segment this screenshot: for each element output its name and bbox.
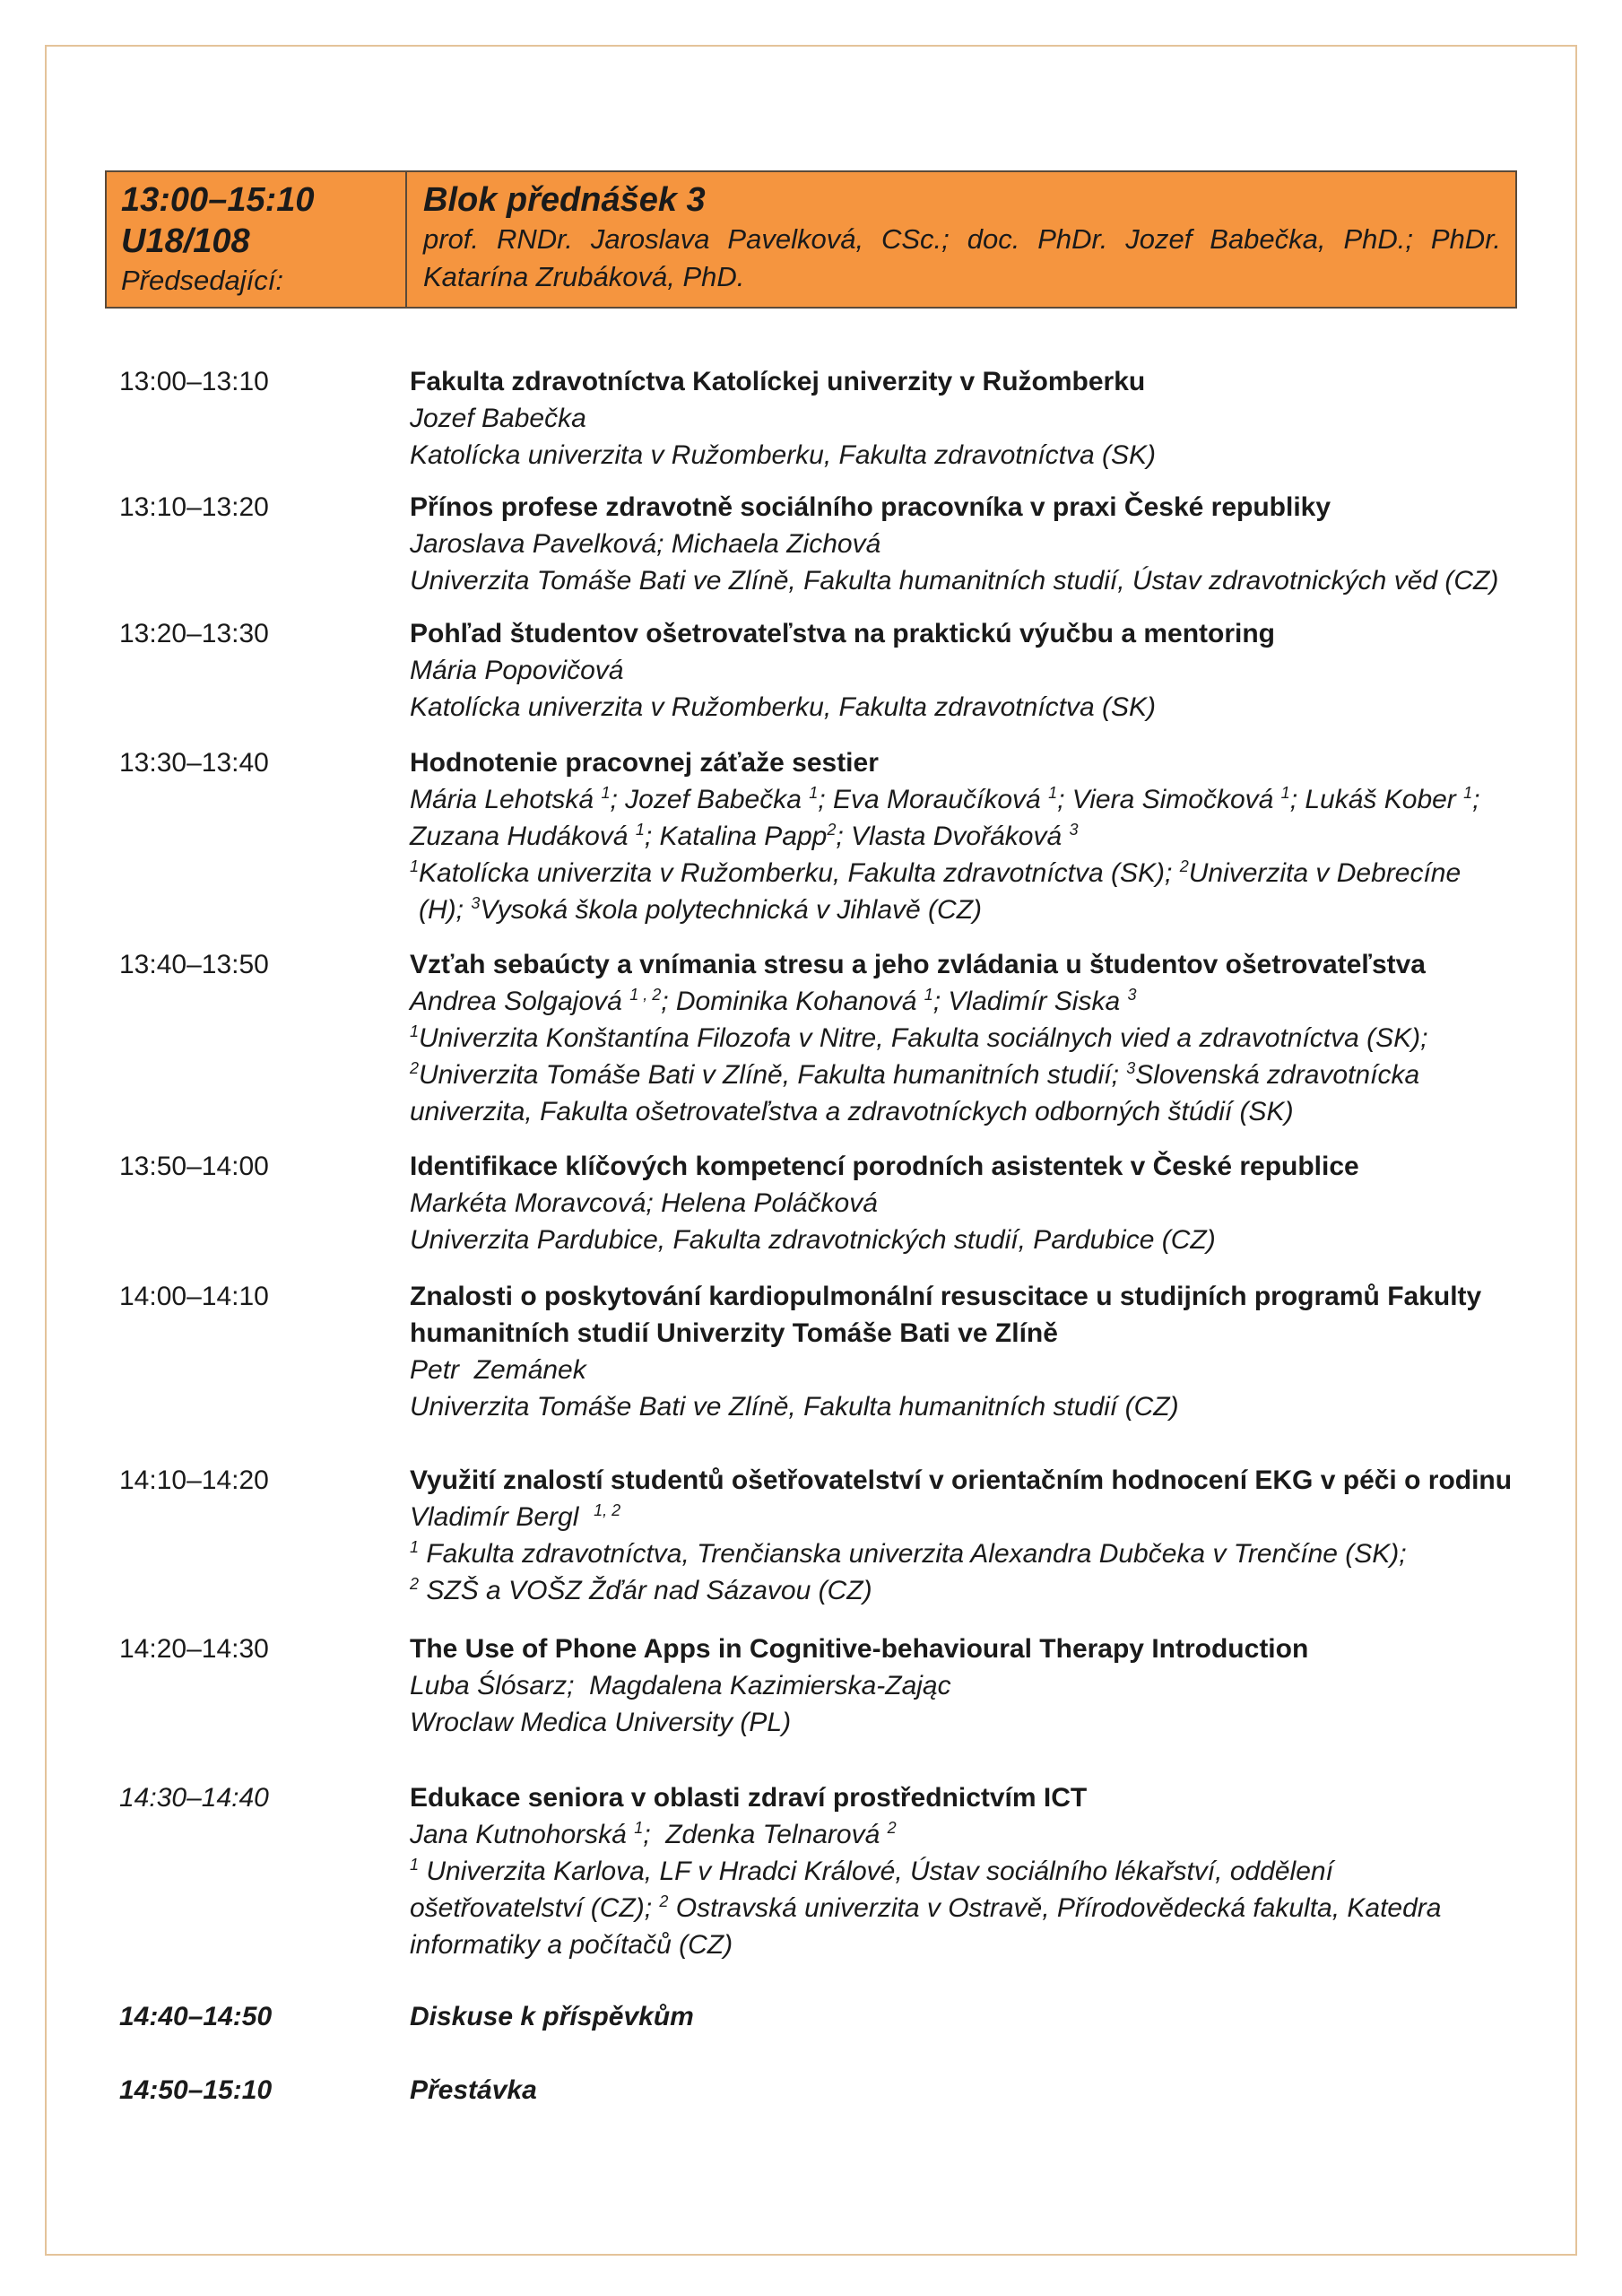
program-entry <box>119 1631 1518 1741</box>
session-title: Blok přednášek 3 <box>423 181 706 219</box>
entry-affiliation: Univerzita Tomáše Bati ve Zlíně, Fakulta humanitních studií (CZ) <box>410 1392 1179 1422</box>
entry-title: Fakulta zdravotníctva Katolíckej univerzity v Ružomberku <box>410 367 1146 396</box>
author: Vladimír Siska <box>948 987 1121 1016</box>
entry-title: Přínos profese zdravotně sociálního pracovníka v praxi České republiky <box>410 492 1331 522</box>
author: Viera Simočková <box>1071 785 1274 814</box>
entry-authors: Andrea Solgajová $^{1 , 2}$; Dominika Kohanová $^1$; Vladimír Siska $^3$ <box>410 986 1137 1016</box>
program-entry <box>119 615 1518 726</box>
entry-body <box>410 1779 1518 1963</box>
entry-time: 13:40–13:50 <box>119 950 269 979</box>
session-header <box>105 170 1517 309</box>
entry-authors: Mária Lehotská $^1$; Jozef Babečka $^1$; Eva Moraučíková $^1$; Viera Simočková $^1$; Lukáš Kober $^1$; Zuzana Hudáková $^1$; Katalina Papp$^2$; Vlasta Dvořáková $^3$ <box>410 784 1480 851</box>
entry-title: Hodnotenie pracovnej záťaže sestier <box>410 748 879 778</box>
entry-authors: Petr Zemánek <box>410 1355 586 1385</box>
entry-time: 13:10–13:20 <box>119 492 269 522</box>
entry-time: 13:30–13:40 <box>119 748 269 778</box>
entry-body <box>410 363 1518 474</box>
entry-authors: Mária Popovičová <box>410 656 624 685</box>
entry-time: 14:00–14:10 <box>119 1282 269 1311</box>
session-meta <box>107 172 407 307</box>
entry-title: Využití znalostí studentů ošetřovatelství v orientačním hodnocení EKG v péči o rodinu <box>410 1465 1513 1495</box>
author: Vlasta Dvořáková <box>851 822 1063 851</box>
entry-authors: Luba Ślósarz; Magdalena Kazimierska-Zając <box>410 1671 951 1700</box>
author: Dominika Kohanová <box>675 987 917 1016</box>
entry-title: The Use of Phone Apps in Cognitive-behavioural Therapy Introduction <box>410 1634 1309 1664</box>
program-entry <box>119 946 1518 1130</box>
program-entry <box>119 744 1518 928</box>
entry-body <box>410 1631 1518 1741</box>
entry-affiliation: $^1$ Fakulta zdravotníctva, Trenčianska univerzita Alexandra Dubčeka v Trenčíne (SK); $^2$ SZŠ a VOŠZ Žďár nad Sázavou (CZ) <box>410 1538 1407 1605</box>
entry-affiliation: $^1$Katolícka univerzita v Ružomberku, Fakulta zdravotníctva (SK); $^2$Univerzita v Debrecíne (H); $^3$Vysoká škola polytechnická v Jihlavě (CZ) <box>410 857 1462 925</box>
program-entry <box>119 1998 1518 2035</box>
session-info <box>407 172 1515 307</box>
author: Zdenka Telnarová <box>665 1820 880 1849</box>
entry-affiliation: Katolícka univerzita v Ružomberku, Fakulta zdravotníctva (SK) <box>410 440 1157 470</box>
entry-body <box>410 744 1518 928</box>
author: Zuzana Hudáková <box>410 822 629 851</box>
entry-title: Diskuse k příspěvkům <box>410 2002 694 2031</box>
entry-time: 13:00–13:10 <box>119 367 269 396</box>
entry-time: 14:40–14:50 <box>119 2002 273 2031</box>
entry-body <box>410 2072 1518 2109</box>
entry-body <box>410 1278 1518 1425</box>
entry-authors: Jozef Babečka <box>410 404 586 433</box>
author: Jozef Babečka <box>625 785 802 814</box>
entry-title-cont: humanitních studií Univerzity Tomáše Bati ve Zlíně <box>410 1318 1058 1348</box>
program-entry <box>119 2072 1518 2109</box>
author: Eva Moraučíková <box>832 785 1041 814</box>
entry-authors: Jana Kutnohorská $^1$; Zdenka Telnarová $^2$ <box>410 1819 897 1849</box>
entry-affiliation: Wroclaw Medica University (PL) <box>410 1708 792 1737</box>
entry-time: 14:30–14:40 <box>119 1783 269 1813</box>
session-time: 13:00–15:10 <box>121 181 315 219</box>
entry-title: Pohľad študentov ošetrovateľstva na praktickú výučbu a mentoring <box>410 619 1276 648</box>
program-entry <box>119 1278 1518 1425</box>
entry-title: Znalosti o poskytování kardiopulmonální resuscitace u studijních programů Fakulty <box>410 1282 1482 1311</box>
entry-body <box>410 1462 1518 1609</box>
entry-title: Identifikace klíčových kompetencí porodních asistentek v České republice <box>410 1152 1359 1181</box>
entry-affiliation: Univerzita Pardubice, Fakulta zdravotnických studií, Pardubice (CZ) <box>410 1225 1216 1255</box>
entry-authors: Markéta Moravcová; Helena Poláčková <box>410 1188 878 1218</box>
entry-body <box>410 1148 1518 1258</box>
entry-title: Vzťah sebaúcty a vnímania stresu a jeho zvládania u študentov ošetrovateľstva <box>410 950 1426 979</box>
program-entry <box>119 1462 1518 1609</box>
author: Vladimír Bergl <box>410 1502 579 1532</box>
chairs-label: Předsedající: <box>121 265 283 296</box>
session-room: U18/108 <box>121 222 250 260</box>
entry-affiliation: $^1$ Univerzita Karlova, LF v Hradci Králové, Ústav sociálního lékařství, oddělení ošetřovatelství (CZ); $^2$ Ostravská univerzita v Ostravě, Přírodovědecká fakulta, Katedra informatiky a počítačů (CZ) <box>410 1856 1442 1960</box>
program-entry <box>119 1779 1518 1963</box>
entry-authors: Jaroslava Pavelková; Michaela Zichová <box>410 529 881 559</box>
entry-affiliation: Katolícka univerzita v Ružomberku, Fakulta zdravotníctva (SK) <box>410 692 1157 722</box>
entry-time: 14:10–14:20 <box>119 1465 269 1495</box>
author: Lukáš Kober <box>1305 785 1456 814</box>
entry-body <box>410 615 1518 726</box>
entry-body <box>410 946 1518 1130</box>
entry-affiliation: Univerzita Tomáše Bati ve Zlíně, Fakulta humanitních studií, Ústav zdravotnických věd (CZ) <box>410 566 1499 596</box>
entry-body <box>410 1998 1518 2035</box>
author: Andrea Solgajová <box>410 987 622 1016</box>
author: Jana Kutnohorská <box>410 1820 627 1849</box>
entry-authors: Vladimír Bergl $^{1, 2}$ <box>410 1501 621 1532</box>
entry-time: 14:50–15:10 <box>119 2075 273 2105</box>
session-chairs: prof. RNDr. Jaroslava Pavelková, CSc.; doc. PhDr. Jozef Babečka, PhD.; PhDr. Katarína Zrubáková, PhD. <box>423 223 1501 292</box>
program-entry <box>119 1148 1518 1258</box>
entry-body <box>410 489 1518 599</box>
author: Katalina Papp <box>659 822 828 851</box>
entry-time: 13:20–13:30 <box>119 619 269 648</box>
entry-time: 13:50–14:00 <box>119 1152 269 1181</box>
entry-affiliation: $^1$Univerzita Konštantína Filozofa v Nitre, Fakulta sociálnych vied a zdravotníctva (SK); $^2$Univerzita Tomáše Bati v Zlíně, Fakulta humanitních studií; $^3$Slovenská zdravotnícka univerzita, Fakulta ošetrovateľstva a zdravotníckych odborných štúdií (SK) <box>410 1022 1428 1126</box>
entry-time: 14:20–14:30 <box>119 1634 269 1664</box>
entry-title: Edukace seniora v oblasti zdraví prostřednictvím ICT <box>410 1783 1088 1813</box>
program-entry <box>119 489 1518 599</box>
program-entry <box>119 363 1518 474</box>
author: Mária Lehotská <box>410 785 594 814</box>
entry-title: Přestávka <box>410 2075 537 2105</box>
